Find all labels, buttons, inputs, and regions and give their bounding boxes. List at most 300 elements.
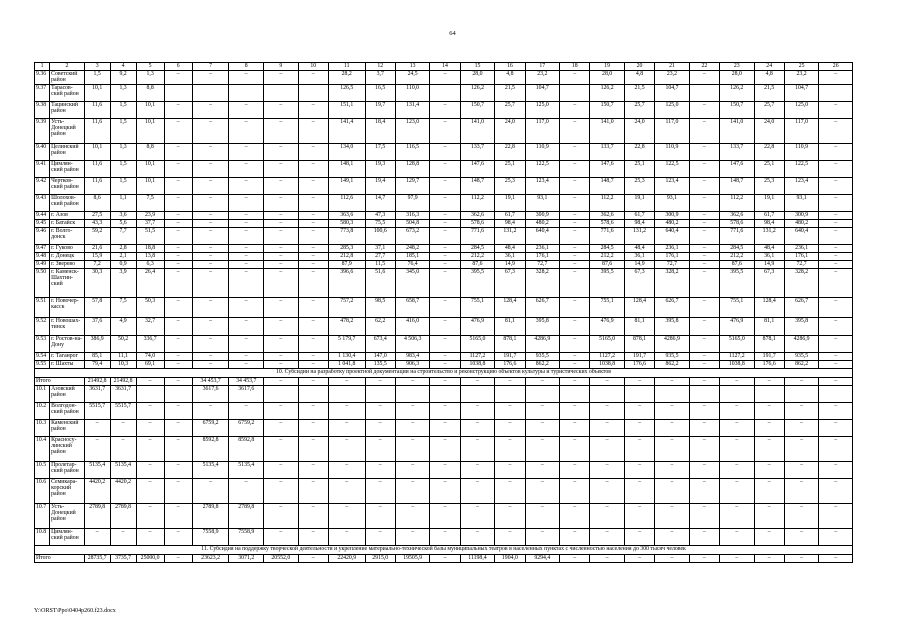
- value-cell: 10,3: [110, 361, 136, 369]
- value-cell: 25,7: [754, 102, 784, 119]
- value-cell: 212,8: [328, 253, 365, 261]
- value-cell: –: [298, 220, 328, 228]
- value-cell: –: [819, 403, 853, 420]
- value-cell: 1038,8: [720, 361, 755, 369]
- value-cell: 11,6: [84, 161, 110, 178]
- value-cell: 122,5: [784, 161, 819, 178]
- value-cell: 476,9: [460, 318, 495, 336]
- value-cell: 4286,9: [525, 336, 560, 353]
- value-cell: 3,6: [110, 212, 136, 220]
- value-cell: –: [819, 420, 853, 437]
- value-cell: 21,5: [754, 85, 784, 102]
- value-cell: –: [84, 437, 110, 462]
- value-cell: 771,6: [460, 228, 495, 245]
- value-cell: –: [495, 378, 525, 386]
- value-cell: –: [84, 420, 110, 437]
- value-cell: 21492,8: [84, 378, 110, 386]
- value-cell: 133,7: [590, 144, 625, 161]
- value-cell: –: [164, 195, 192, 212]
- value-cell: –: [689, 353, 719, 361]
- value-cell: 28,0: [720, 71, 755, 85]
- value-cell: 100,6: [365, 228, 395, 245]
- value-cell: 3071,2: [229, 555, 264, 563]
- value-cell: 141,0: [460, 119, 495, 144]
- value-cell: –: [164, 529, 192, 546]
- value-cell: 328,2: [655, 269, 690, 298]
- value-cell: 110,0: [395, 85, 430, 102]
- value-cell: 2,1: [110, 253, 136, 261]
- value-cell: 15,9: [84, 253, 110, 261]
- value-cell: 123,0: [395, 119, 430, 144]
- value-cell: 11,5: [365, 261, 395, 269]
- value-cell: –: [430, 71, 460, 85]
- value-cell: [655, 386, 690, 403]
- value-cell: –: [164, 298, 192, 318]
- value-cell: –: [590, 403, 625, 420]
- value-cell: [624, 386, 654, 403]
- value-cell: 5515,7: [110, 403, 136, 420]
- value-cell: –: [365, 479, 395, 504]
- value-cell: 1038,8: [590, 361, 625, 369]
- value-cell: –: [229, 253, 264, 261]
- column-number: 7: [192, 63, 229, 71]
- value-cell: –: [192, 178, 229, 195]
- column-number: 16: [495, 63, 525, 71]
- value-cell: 395,8: [525, 318, 560, 336]
- value-cell: 72,7: [784, 261, 819, 269]
- value-cell: 20552,0: [264, 555, 299, 563]
- value-cell: [560, 386, 590, 403]
- value-cell: –: [819, 504, 853, 529]
- value-cell: 395,5: [720, 269, 755, 298]
- value-cell: –: [655, 555, 690, 563]
- column-number: 1: [35, 63, 50, 71]
- value-cell: –: [689, 403, 719, 420]
- value-cell: –: [229, 269, 264, 298]
- value-cell: –: [192, 269, 229, 298]
- municipality-name: Усть-Донецкий район: [50, 119, 85, 144]
- value-cell: [689, 386, 719, 403]
- value-cell: 1904,0: [495, 555, 525, 563]
- value-cell: –: [136, 462, 164, 479]
- value-cell: 28,0: [460, 71, 495, 85]
- value-cell: –: [430, 555, 460, 563]
- value-cell: 673,2: [395, 228, 430, 245]
- value-cell: –: [560, 261, 590, 269]
- value-cell: –: [395, 420, 430, 437]
- value-cell: 4,8: [495, 71, 525, 85]
- value-cell: –: [525, 420, 560, 437]
- value-cell: 22,8: [624, 144, 654, 161]
- value-cell: –: [298, 403, 328, 420]
- row-number: 10.7: [35, 504, 50, 529]
- value-cell: –: [430, 178, 460, 195]
- value-cell: 3735,7: [110, 555, 136, 563]
- value-cell: 123,4: [784, 178, 819, 195]
- value-cell: 5135,4: [192, 462, 229, 479]
- value-cell: 4420,2: [110, 479, 136, 504]
- value-cell: –: [819, 178, 853, 195]
- value-cell: 2,8: [110, 245, 136, 253]
- value-cell: 9,2: [110, 71, 136, 85]
- value-cell: –: [298, 420, 328, 437]
- value-cell: –: [560, 298, 590, 318]
- value-cell: [430, 85, 460, 102]
- value-cell: –: [560, 555, 590, 563]
- value-cell: 4420,2: [84, 479, 110, 504]
- value-cell: –: [819, 269, 853, 298]
- value-cell: –: [110, 420, 136, 437]
- value-cell: –: [298, 261, 328, 269]
- value-cell: 150,7: [460, 102, 495, 119]
- value-cell: –: [430, 479, 460, 504]
- value-cell: –: [430, 212, 460, 220]
- value-cell: –: [590, 437, 625, 462]
- value-cell: –: [298, 253, 328, 261]
- table-row: [35, 212, 853, 220]
- value-cell: –: [264, 228, 299, 245]
- value-cell: –: [395, 462, 430, 479]
- value-cell: –: [192, 161, 229, 178]
- value-cell: –: [430, 253, 460, 261]
- value-cell: 104,7: [525, 85, 560, 102]
- value-cell: 147,6: [590, 161, 625, 178]
- value-cell: –: [495, 529, 525, 546]
- value-cell: –: [689, 228, 719, 245]
- value-cell: [229, 85, 264, 102]
- value-cell: 935,5: [784, 353, 819, 361]
- column-number: 4: [110, 63, 136, 71]
- value-cell: –: [229, 161, 264, 178]
- value-cell: 11,1: [110, 353, 136, 361]
- value-cell: –: [560, 479, 590, 504]
- value-cell: 117,0: [655, 119, 690, 144]
- value-cell: 1,5: [110, 178, 136, 195]
- value-cell: –: [430, 420, 460, 437]
- value-cell: –: [192, 228, 229, 245]
- value-cell: –: [720, 555, 755, 563]
- value-cell: 18,8: [136, 245, 164, 253]
- value-cell: –: [430, 361, 460, 369]
- value-cell: –: [395, 479, 430, 504]
- section-heading: 11. Субсидия на поддержку творческой деятельности и укрепление материально-технической базы муниципальных театров в населенных пунктах с численностью населения до 300 тысяч человек: [35, 546, 853, 555]
- value-cell: –: [525, 529, 560, 546]
- value-cell: –: [819, 119, 853, 144]
- value-cell: 126,5: [328, 85, 365, 102]
- value-cell: 1127,2: [590, 353, 625, 361]
- value-cell: 14,7: [365, 195, 395, 212]
- value-cell: 476,9: [720, 318, 755, 336]
- table-row: [35, 85, 853, 102]
- value-cell: 5135,4: [229, 462, 264, 479]
- value-cell: –: [560, 102, 590, 119]
- value-cell: –: [624, 378, 654, 386]
- value-cell: 81,1: [624, 318, 654, 336]
- value-cell: 626,7: [525, 298, 560, 318]
- value-cell: 13,8: [136, 253, 164, 261]
- value-cell: 122,5: [525, 161, 560, 178]
- value-cell: –: [264, 479, 299, 504]
- value-cell: –: [560, 361, 590, 369]
- value-cell: –: [264, 504, 299, 529]
- value-cell: 25,1: [495, 161, 525, 178]
- value-cell: –: [164, 378, 192, 386]
- value-cell: –: [430, 298, 460, 318]
- value-cell: –: [655, 437, 690, 462]
- value-cell: –: [624, 403, 654, 420]
- value-cell: 24,5: [395, 71, 430, 85]
- value-cell: –: [328, 504, 365, 529]
- value-cell: –: [525, 437, 560, 462]
- value-cell: –: [298, 353, 328, 361]
- value-cell: –: [192, 71, 229, 85]
- value-cell: 578,6: [720, 220, 755, 228]
- value-cell: 345,0: [395, 269, 430, 298]
- value-cell: [525, 386, 560, 403]
- value-cell: –: [430, 336, 460, 353]
- value-cell: –: [164, 212, 192, 220]
- value-cell: 7,7: [110, 228, 136, 245]
- value-cell: –: [560, 161, 590, 178]
- value-cell: 141,0: [590, 119, 625, 144]
- value-cell: –: [430, 220, 460, 228]
- value-cell: –: [192, 298, 229, 318]
- value-cell: –: [395, 437, 430, 462]
- value-cell: –: [264, 195, 299, 212]
- value-cell: 480,2: [525, 220, 560, 228]
- value-cell: 25,3: [495, 178, 525, 195]
- value-cell: –: [264, 212, 299, 220]
- value-cell: –: [689, 378, 719, 386]
- value-cell: 104,7: [784, 85, 819, 102]
- value-cell: –: [298, 212, 328, 220]
- value-cell: –: [560, 212, 590, 220]
- value-cell: –: [298, 504, 328, 529]
- value-cell: 117,0: [525, 119, 560, 144]
- value-cell: 23,9: [136, 212, 164, 220]
- value-cell: –: [264, 119, 299, 144]
- value-cell: 1 130,4: [328, 353, 365, 361]
- value-cell: –: [298, 555, 328, 563]
- value-cell: –: [84, 529, 110, 546]
- value-cell: –: [784, 462, 819, 479]
- value-cell: –: [689, 144, 719, 161]
- value-cell: 5,6: [110, 220, 136, 228]
- value-cell: 128,4: [624, 298, 654, 318]
- value-cell: –: [430, 144, 460, 161]
- value-cell: 19,3: [365, 161, 395, 178]
- value-cell: 10,1: [136, 161, 164, 178]
- value-cell: 61,7: [624, 212, 654, 220]
- value-cell: 285,3: [328, 245, 365, 253]
- value-cell: –: [819, 437, 853, 462]
- value-cell: 19,4: [365, 178, 395, 195]
- value-cell: [365, 386, 395, 403]
- value-cell: –: [430, 161, 460, 178]
- value-cell: –: [365, 462, 395, 479]
- municipality-name: г. Донецк: [50, 253, 85, 261]
- value-cell: 11,6: [84, 178, 110, 195]
- value-cell: [784, 386, 819, 403]
- value-cell: –: [164, 403, 192, 420]
- value-cell: 396,6: [328, 269, 365, 298]
- value-cell: –: [689, 195, 719, 212]
- value-cell: 69,1: [136, 361, 164, 369]
- value-cell: –: [136, 479, 164, 504]
- value-cell: –: [460, 378, 495, 386]
- table-row: [35, 479, 853, 504]
- value-cell: 300,9: [525, 212, 560, 220]
- value-cell: –: [430, 228, 460, 245]
- value-cell: –: [298, 161, 328, 178]
- municipality-name: Цимлян-ский район: [50, 161, 85, 178]
- value-cell: –: [229, 102, 264, 119]
- value-cell: 300,9: [784, 212, 819, 220]
- value-cell: 1,5: [110, 119, 136, 144]
- value-cell: 19505,9: [395, 555, 430, 563]
- value-cell: 4286,9: [784, 336, 819, 353]
- table-row: [35, 386, 853, 403]
- value-cell: –: [229, 220, 264, 228]
- value-cell: –: [590, 555, 625, 563]
- value-cell: –: [164, 220, 192, 228]
- municipality-name: г. Новошах-тинск: [50, 318, 85, 336]
- value-cell: –: [754, 479, 784, 504]
- value-cell: –: [689, 555, 719, 563]
- value-cell: –: [819, 318, 853, 336]
- row-number: 9.50: [35, 269, 50, 298]
- value-cell: 212,2: [720, 253, 755, 261]
- value-cell: 673,4: [365, 336, 395, 353]
- value-cell: –: [720, 462, 755, 479]
- value-cell: [754, 386, 784, 403]
- column-number: 18: [560, 63, 590, 71]
- value-cell: –: [819, 228, 853, 245]
- value-cell: 336,7: [136, 336, 164, 353]
- value-cell: –: [298, 529, 328, 546]
- value-cell: –: [560, 269, 590, 298]
- table-row: [35, 102, 853, 119]
- value-cell: –: [590, 462, 625, 479]
- header-row: [35, 63, 853, 71]
- value-cell: –: [328, 420, 365, 437]
- municipality-name: Советский район: [50, 71, 85, 85]
- value-cell: –: [754, 555, 784, 563]
- value-cell: 16,5: [365, 85, 395, 102]
- value-cell: 28,0: [590, 71, 625, 85]
- value-cell: 1,3: [110, 85, 136, 102]
- value-cell: 504,8: [395, 220, 430, 228]
- value-cell: 134,0: [328, 144, 365, 161]
- value-cell: 935,5: [655, 353, 690, 361]
- value-cell: 112,2: [590, 195, 625, 212]
- value-cell: –: [264, 144, 299, 161]
- value-cell: –: [819, 245, 853, 253]
- value-cell: –: [365, 378, 395, 386]
- value-cell: 128,4: [754, 298, 784, 318]
- column-number: 22: [689, 63, 719, 71]
- column-number: 24: [754, 63, 784, 71]
- value-cell: –: [590, 420, 625, 437]
- value-cell: 112,2: [720, 195, 755, 212]
- value-cell: 176,6: [624, 361, 654, 369]
- value-cell: 5165,0: [720, 336, 755, 353]
- municipality-name: Красносу-линский район: [50, 437, 85, 462]
- value-cell: 640,4: [784, 228, 819, 245]
- value-cell: 878,1: [624, 336, 654, 353]
- value-cell: 395,8: [784, 318, 819, 336]
- value-cell: –: [819, 102, 853, 119]
- value-cell: [460, 386, 495, 403]
- value-cell: –: [298, 378, 328, 386]
- value-cell: 34 453,7: [192, 378, 229, 386]
- value-cell: –: [136, 437, 164, 462]
- value-cell: –: [689, 361, 719, 369]
- value-cell: 147,6: [720, 161, 755, 178]
- value-cell: –: [430, 529, 460, 546]
- value-cell: –: [819, 212, 853, 220]
- value-cell: –: [328, 479, 365, 504]
- value-cell: 362,6: [460, 212, 495, 220]
- value-cell: –: [298, 71, 328, 85]
- value-cell: –: [560, 437, 590, 462]
- value-cell: –: [430, 269, 460, 298]
- column-number: 2: [50, 63, 85, 71]
- value-cell: –: [560, 220, 590, 228]
- table-row: [35, 437, 853, 462]
- value-cell: –: [264, 336, 299, 353]
- table-row: [35, 261, 853, 269]
- value-cell: 4286,9: [655, 336, 690, 353]
- value-cell: 11198,4: [460, 555, 495, 563]
- value-cell: 117,0: [784, 119, 819, 144]
- table-row: [35, 253, 853, 261]
- value-cell: 110,9: [784, 144, 819, 161]
- value-cell: –: [164, 261, 192, 269]
- value-cell: 30,3: [84, 269, 110, 298]
- value-cell: 5135,4: [84, 462, 110, 479]
- value-cell: –: [229, 261, 264, 269]
- value-cell: 21,5: [495, 85, 525, 102]
- value-cell: –: [110, 437, 136, 462]
- value-cell: –: [192, 119, 229, 144]
- value-cell: 6759,2: [192, 420, 229, 437]
- value-cell: 476,9: [590, 318, 625, 336]
- value-cell: –: [164, 269, 192, 298]
- value-cell: –: [624, 479, 654, 504]
- value-cell: 98,4: [754, 220, 784, 228]
- value-cell: –: [192, 195, 229, 212]
- value-cell: –: [460, 529, 495, 546]
- value-cell: –: [560, 318, 590, 336]
- value-cell: –: [495, 437, 525, 462]
- value-cell: 141,4: [328, 119, 365, 144]
- value-cell: 1127,2: [720, 353, 755, 361]
- value-cell: –: [560, 144, 590, 161]
- column-number: 19: [590, 63, 625, 71]
- row-number: 10.2: [35, 403, 50, 420]
- value-cell: –: [689, 245, 719, 253]
- value-cell: 1038,8: [460, 361, 495, 369]
- value-cell: –: [689, 102, 719, 119]
- value-cell: –: [624, 529, 654, 546]
- value-cell: –: [264, 378, 299, 386]
- value-cell: –: [495, 420, 525, 437]
- value-cell: –: [560, 178, 590, 195]
- value-cell: 3617,6: [229, 386, 264, 403]
- value-cell: –: [192, 336, 229, 353]
- value-cell: –: [689, 261, 719, 269]
